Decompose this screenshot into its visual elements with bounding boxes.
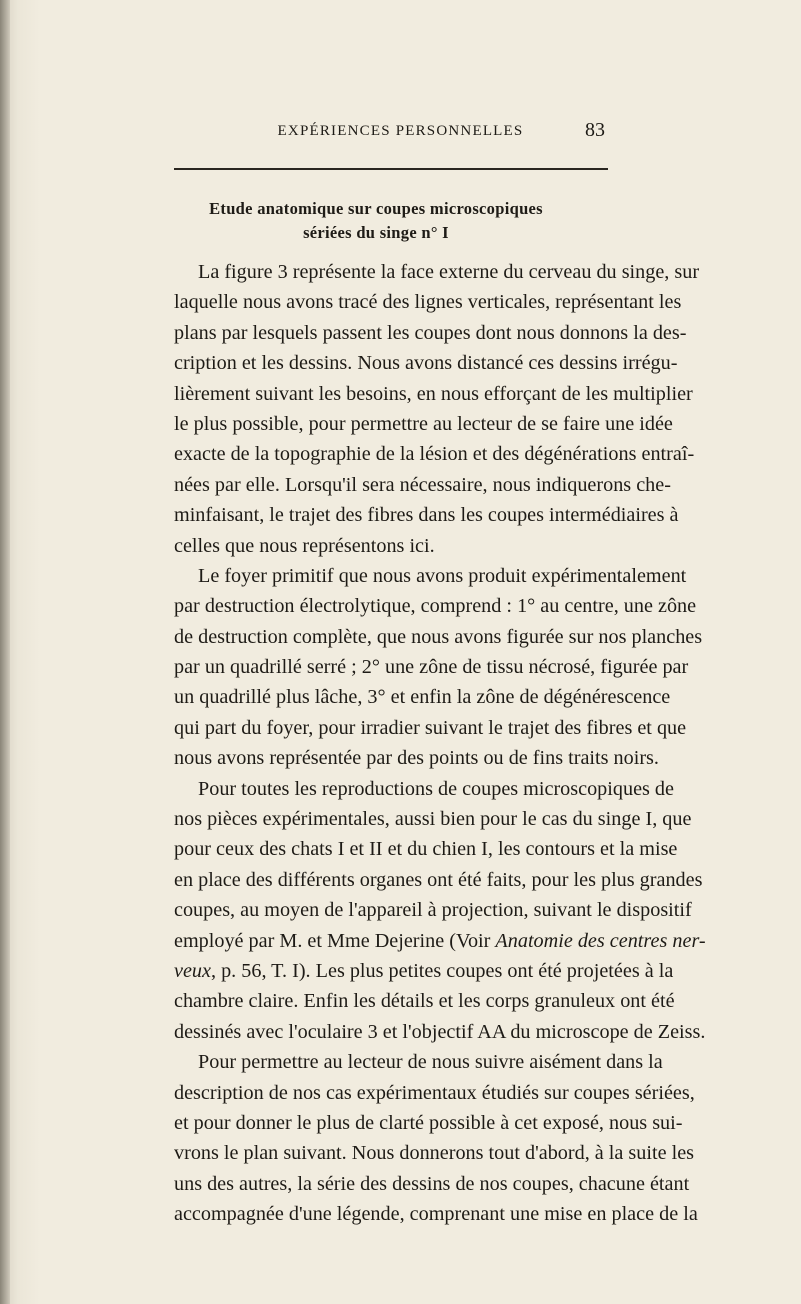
text-line: laquelle nous avons tracé des lignes verticales, représentant les [174,291,682,314]
body-text [174,257,706,1230]
text-line: exacte de la topographie de la lésion et des dégénérations entraî- [174,443,695,466]
text-line: description de nos cas expérimentaux étudiés sur coupes sériées, [174,1081,695,1104]
text-line: accompagnée d'une légende, comprenant une mise en place de la [174,1203,698,1226]
text-line: dessinés avec l'oculaire 3 et l'objectif AA du microscope de Zeiss. [174,1020,706,1043]
section-title [176,197,576,245]
paragraph-2 [174,561,703,774]
text-line: nous avons représentée par des points ou de fins traits noirs. [174,747,659,770]
text-line: nées par elle. Lorsqu'il sera nécessaire, nous indiquerons che- [174,473,671,496]
text-line: Le foyer primitif que nous avons produit expérimentalement [198,564,687,587]
header-rule [174,168,608,170]
text-line: le plus possible, pour permettre au lecteur de se faire une idée [174,412,673,435]
text-line: chambre claire. Enfin les détails et les corps granuleux ont été [174,990,675,1013]
text-line: un quadrillé plus lâche, 3° et enfin la zône de dégénérescence [174,686,671,709]
text-line: minfaisant, le trajet des fibres dans les coupes intermédiaires à [174,504,679,527]
text-line: pour ceux des chats I et II et du chien I, les contours et la mise [174,838,678,861]
text-line: et pour donner le plus de clarté possible à cet exposé, nous sui- [174,1111,683,1134]
section-title-line-2: sériées du singe n° I [303,223,449,242]
text-line: Pour toutes les reproductions de coupes microscopiques de [198,777,674,800]
text-line: uns des autres, la série des dessins de nos coupes, chacune étant [174,1172,690,1195]
text-line: nos pièces expérimentales, aussi bien pour le cas du singe I, que [174,808,692,831]
citation-tail: , p. 56, T. I). Les plus petites coupes ont été projetées à la [210,959,674,982]
text-line-with-citation [174,926,706,956]
text-line: coupes, au moyen de l'appareil à projection, suivant le dispositif [174,899,692,922]
text-line: par un quadrillé serré ; 2° une zône de tissu nécrosé, figurée par [174,656,689,679]
text-line: celles que nous représentons ici. [174,534,435,557]
text-line: La figure 3 représente la face externe du cerveau du singe, sur [198,261,700,283]
text-line: plans par lesquels passent les coupes dont nous donnons la des- [174,321,687,344]
text-line: qui part du foyer, pour irradier suivant le trajet des fibres et que [174,716,687,739]
text-line: vrons le plan suivant. Nous donnerons tout d'abord, à la suite les [174,1142,695,1165]
text-line: par destruction électrolytique, comprend : 1° au centre, une zône [174,595,697,618]
text-line: de destruction complète, que nous avons figurée sur nos planches [174,625,703,648]
paragraph-3 [174,774,706,1048]
running-title: EXPÉRIENCES PERSONNELLES [277,123,524,139]
text-line: Pour permettre au lecteur de nous suivre aisément dans la [198,1051,663,1074]
citation-lead: employé par M. et Mme Dejerine (Voir [174,929,496,952]
page-number: 83 [585,119,605,141]
section-title-line-1: Etude anatomique sur coupes microscopiques [209,199,543,218]
text-line: lièrement suivant les besoins, en nous efforçant de les multiplier [174,382,693,405]
citation-title: Anatomie des centres ner- [495,929,706,952]
citation-title-end: veux [174,959,211,982]
text-line: en place des différents organes ont été faits, pour les plus grandes [174,868,703,891]
text-line: cription et les dessins. Nous avons distancé ces dessins irrégu- [174,352,678,375]
text-line-with-citation [174,956,674,986]
running-head [0,119,801,149]
page-binding-shadow [0,0,10,1304]
paragraph-4 [174,1047,698,1229]
paragraph-1 [174,257,700,561]
